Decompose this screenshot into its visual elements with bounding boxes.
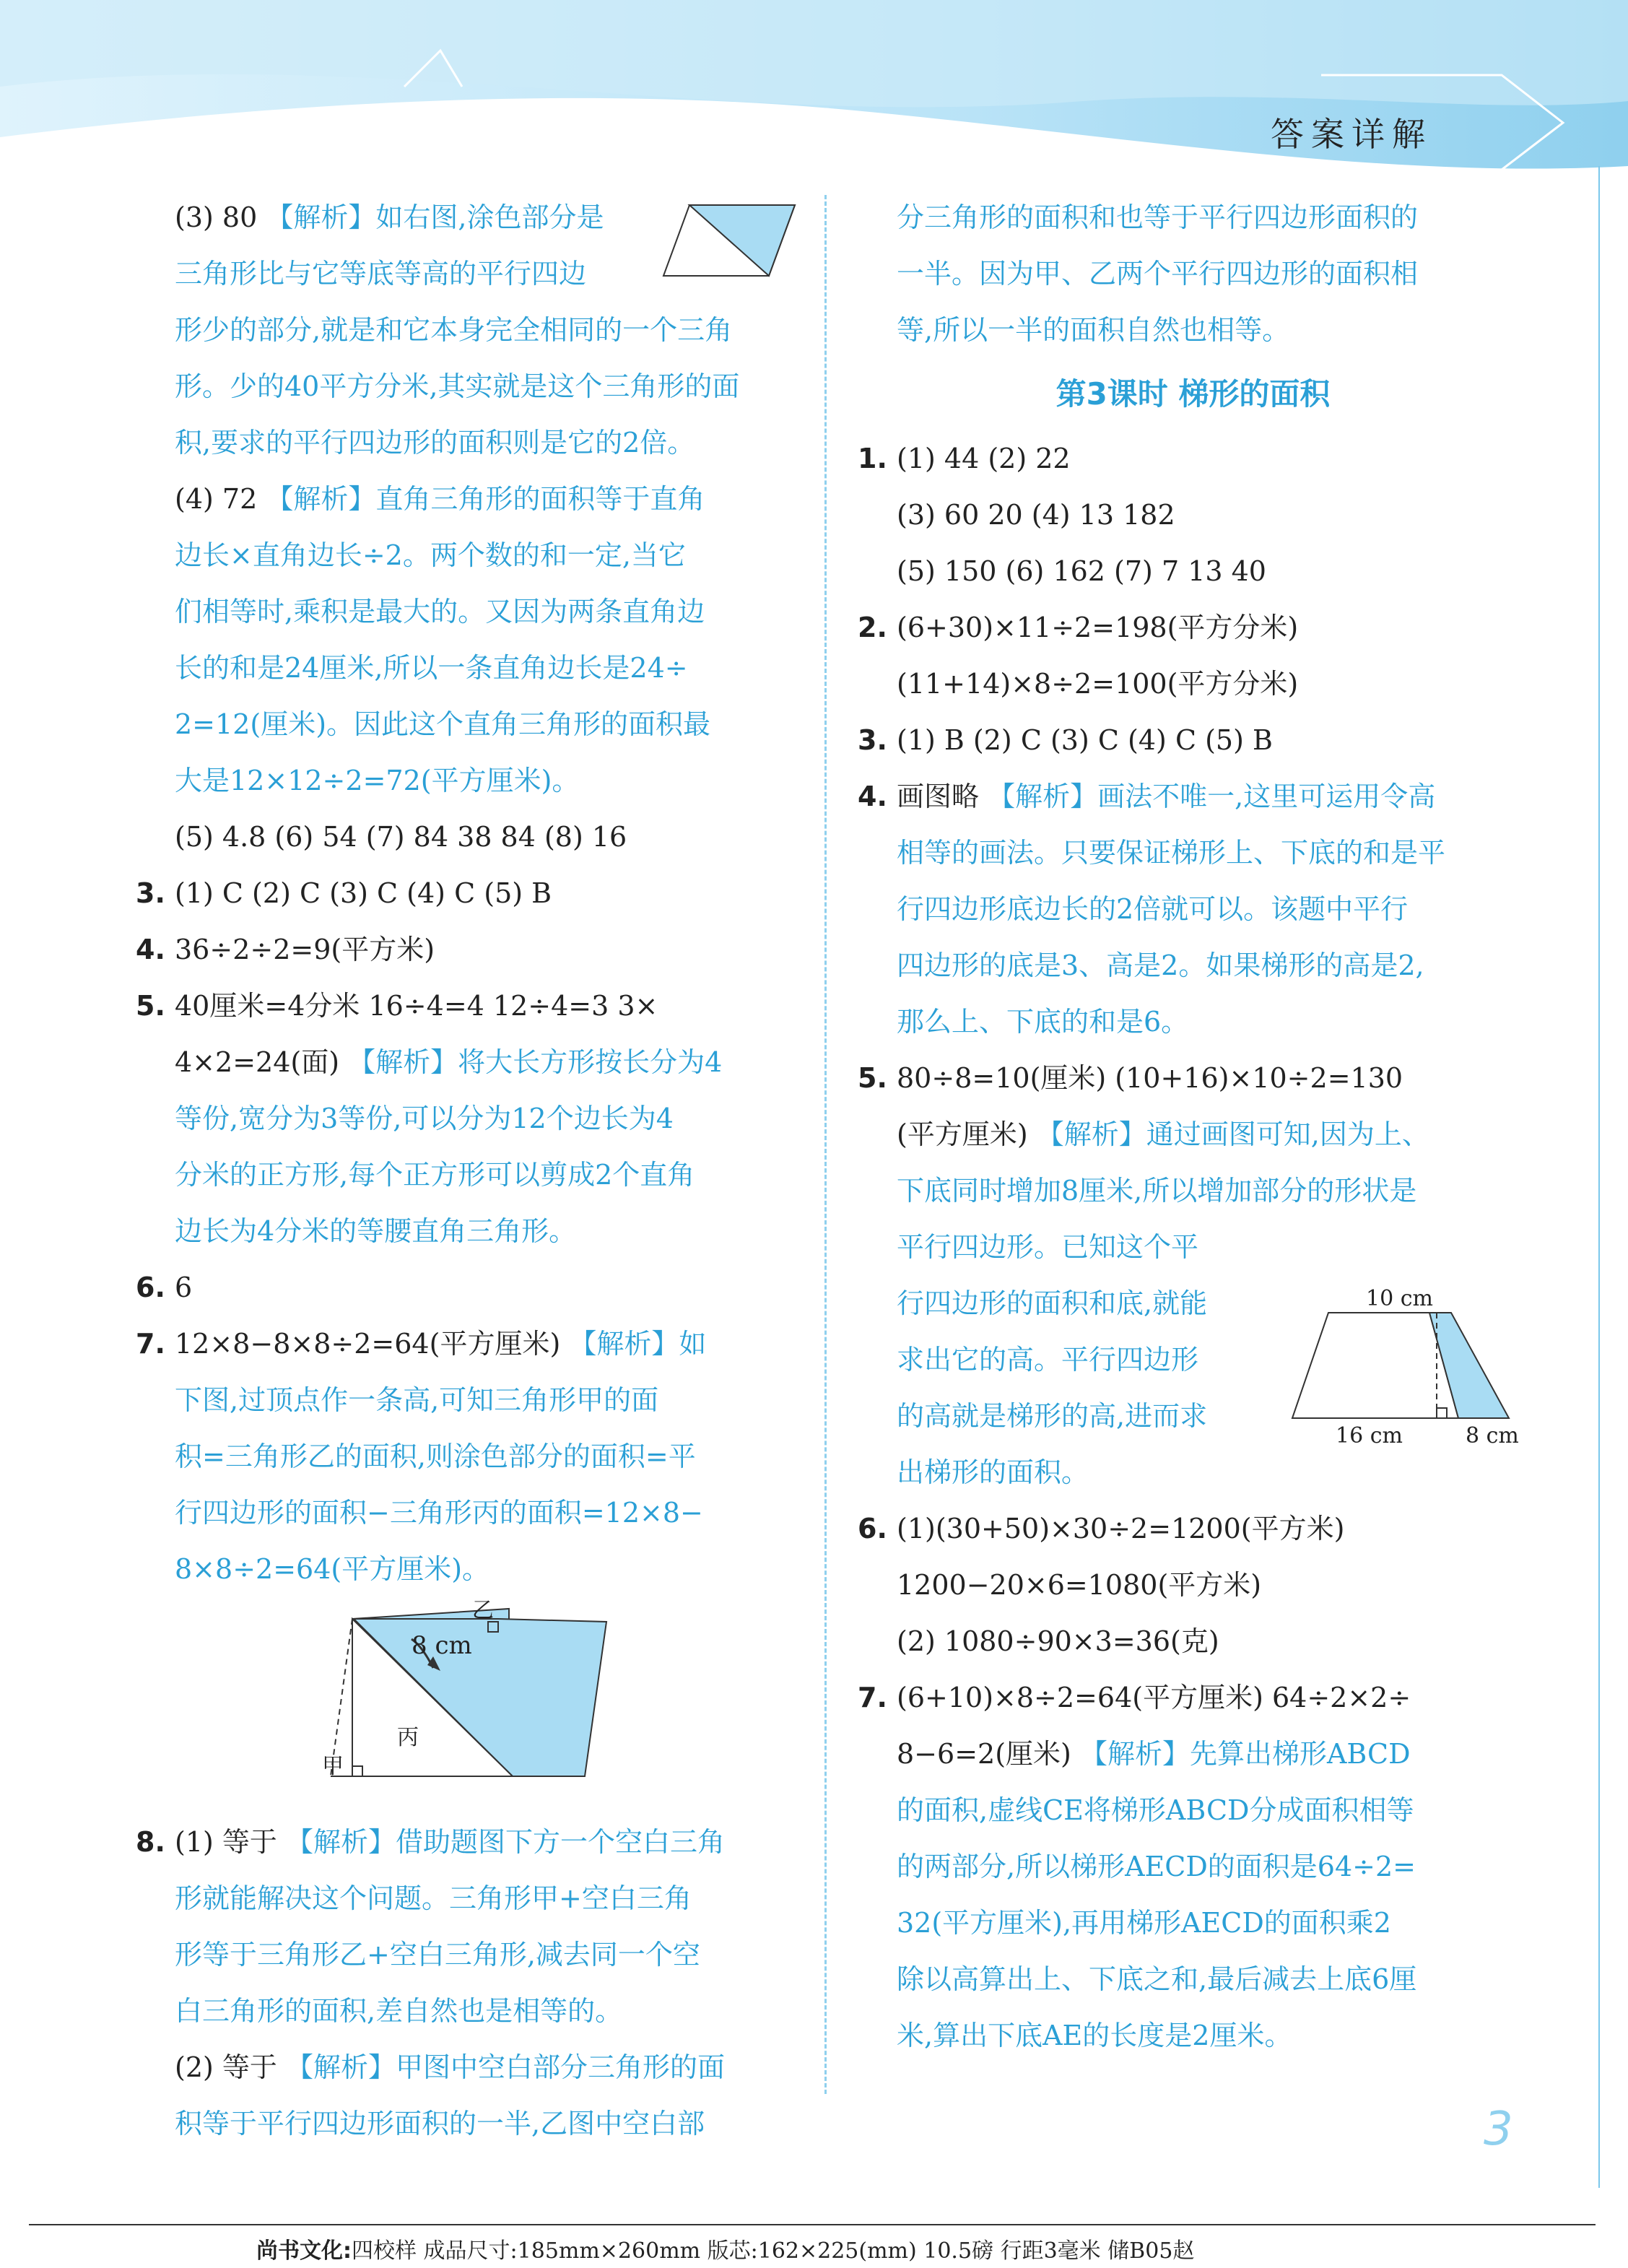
label-8cm: 8 cm: [412, 1631, 472, 1660]
text-line: 4×2=24(面) 【解析】将大长方形按长分为4: [175, 1046, 723, 1078]
text-line: (11+14)×8÷2=100(平方分米): [897, 668, 1299, 700]
answer-7: 7. 12×8−8×8÷2=64(平方厘米) 【解析】如: [136, 1328, 707, 1360]
text-line: 的高就是梯形的高,进而求: [897, 1400, 1208, 1432]
footer-brand: 尚书文化:: [256, 2238, 352, 2264]
label-16cm: 16 cm: [1336, 1423, 1403, 1448]
text-line: 下底同时增加8厘米,所以增加部分的形状是: [897, 1175, 1417, 1207]
text-line: 四边形的底是3、高是2。如果梯形的高是2,: [897, 950, 1424, 981]
print-footer: [256, 2233, 1194, 2264]
text-line: (2) 1080÷90×3=36(克): [897, 1625, 1219, 1657]
page-number: 3: [1484, 2103, 1513, 2156]
answer-4: 4. 画图略 【解析】画法不唯一,这里可运用令高: [858, 781, 1436, 812]
text-line: 形等于三角形乙+空白三角形,减去同一个空: [175, 1939, 700, 1971]
answer-8: 8. (1) 等于 【解析】借助题图下方一个空白三角: [136, 1826, 726, 1858]
text-line: 长的和是24厘米,所以一条直角边长是24÷: [175, 652, 688, 684]
text-line: 边长为4分米的等腰直角三角形。: [175, 1215, 577, 1247]
section-title: 第3课时 梯形的面积: [1055, 376, 1331, 412]
text-line: (5) 150 (6) 162 (7) 7 13 40: [897, 555, 1266, 587]
text-line: 32(平方厘米),再用梯形AECD的面积乘2: [897, 1907, 1391, 1939]
text-line: 8×8÷2=64(平方厘米)。: [175, 1553, 490, 1585]
trapezoid-figure: [1285, 1279, 1523, 1453]
header-title: 答案详解: [1271, 115, 1432, 154]
text-line: 形。少的40平方分米,其实就是这个三角形的面: [175, 370, 740, 402]
text-line: (4) 72 【解析】直角三角形的面积等于直角: [175, 483, 705, 515]
text-line: 分三角形的面积和也等于平行四边形面积的: [897, 201, 1419, 233]
text-line: 的两部分,所以梯形AECD的面积是64÷2=: [897, 1851, 1416, 1882]
text-line: (2) 等于 【解析】甲图中空白部分三角形的面: [175, 2051, 726, 2083]
text-line: 形少的部分,就是和它本身完全相同的一个三角: [175, 314, 733, 346]
text-line: 积等于平行四边形面积的一半,乙图中空白部: [175, 2108, 705, 2139]
text-line: 2=12(厘米)。因此这个直角三角形的面积最: [175, 708, 711, 740]
text-line: 的面积,虚线CE将梯形ABCD分成面积相等: [897, 1794, 1414, 1826]
text-line: 下图,过顶点作一条高,可知三角形甲的面: [175, 1384, 659, 1416]
text-line: 相等的画法。只要保证梯形上、下底的和是平: [897, 837, 1446, 869]
text-line: 米,算出下底AE的长度是2厘米。: [897, 2020, 1292, 2051]
text-line: 三角形比与它等底等高的平行四边: [175, 258, 587, 290]
column-divider: [824, 195, 827, 2094]
answer-5: 5. 40厘米=4分米 16÷4=4 12÷4=3 3×: [136, 990, 658, 1022]
answer-1: 1. (1) 44 (2) 22: [858, 443, 1071, 474]
answer-4: 4. 36÷2÷2=9(平方米): [136, 934, 435, 965]
label-10cm: 10 cm: [1366, 1286, 1433, 1311]
text-line: 行四边形的面积−三角形丙的面积=12×8−: [175, 1497, 703, 1529]
header-wave: [0, 0, 1628, 188]
text-line: 那么上、下底的和是6。: [897, 1006, 1189, 1038]
answer-3: 3. (1) C (2) C (3) C (4) C (5) B: [136, 877, 552, 909]
text-line: 行四边形底边长的2倍就可以。该题中平行: [897, 893, 1409, 925]
right-column: [859, 189, 1527, 2064]
label-8cm-ext: 8 cm: [1466, 1423, 1519, 1448]
text-line: 等,所以一半的面积自然也相等。: [897, 314, 1290, 346]
label-jia: 甲: [322, 1754, 344, 1779]
answer-7: 7. (6+10)×8÷2=64(平方厘米) 64÷2×2÷: [858, 1682, 1411, 1713]
text-line: 白三角形的面积,差自然也是相等的。: [175, 1995, 623, 2027]
text-line: 们相等时,乘积是最大的。又因为两条直角边: [175, 596, 705, 627]
text-line: 求出它的高。平行四边形: [897, 1344, 1199, 1376]
text-line: (3) 80 【解析】如右图,涂色部分是: [175, 201, 604, 233]
left-column: [137, 189, 801, 2152]
text-line: 1200−20×6=1080(平方米): [897, 1569, 1262, 1601]
footer-info: 四校样 成品尺寸:185mm×260mm 版芯:162×225(mm) 10.5磅 行距3毫米 储B05赵: [352, 2238, 1195, 2264]
text-line: 等份,宽分为3等份,可以分为12个边长为4: [175, 1103, 674, 1134]
parallelogram-figure: [661, 201, 798, 280]
text-line: 积=三角形乙的面积,则涂色部分的面积=平: [175, 1441, 696, 1472]
text-line: 行四边形的面积和底,就能: [897, 1287, 1208, 1319]
right-edge-line: [1598, 166, 1600, 2188]
text-line: 平行四边形。已知这个平: [897, 1231, 1199, 1263]
text-line: 除以高算出上、下底之和,最后减去上底6厘: [897, 1963, 1417, 1995]
text-line: 8−6=2(厘米) 【解析】先算出梯形ABCD: [897, 1738, 1411, 1770]
footer-rule: [29, 2224, 1596, 2225]
text-line: 出梯形的面积。: [897, 1456, 1089, 1488]
label-bing: 丙: [397, 1725, 419, 1750]
text-line: 分米的正方形,每个正方形可以剪成2个直角: [175, 1159, 695, 1191]
answer-3: 3. (1) B (2) C (3) C (4) C (5) B: [858, 724, 1273, 756]
text-line: (平方厘米) 【解析】通过画图可知,因为上、: [897, 1118, 1429, 1150]
answer-2: 2. (6+30)×11÷2=198(平方分米): [858, 612, 1299, 643]
text-line: (5) 4.8 (6) 54 (7) 84 38 84 (8) 16: [175, 821, 627, 853]
text-line: (3) 60 20 (4) 13 182: [897, 499, 1175, 531]
triangle-figure: [310, 1596, 621, 1791]
answer-5: 5. 80÷8=10(厘米) (10+16)×10÷2=130: [858, 1062, 1403, 1094]
text-line: 积,要求的平行四边形的面积则是它的2倍。: [175, 427, 695, 459]
text-line: 一半。因为甲、乙两个平行四边形的面积相: [897, 258, 1419, 290]
label-yi: 乙: [472, 1598, 494, 1623]
text-line: 大是12×12÷2=72(平方厘米)。: [175, 765, 580, 796]
answer-6: 6. (1)(30+50)×30÷2=1200(平方米): [858, 1513, 1345, 1544]
text-line: 边长×直角边长÷2。两个数的和一定,当它: [175, 539, 686, 571]
text-line: 形就能解决这个问题。三角形甲+空白三角: [175, 1882, 692, 1914]
answer-6: 6. 6: [136, 1272, 193, 1303]
